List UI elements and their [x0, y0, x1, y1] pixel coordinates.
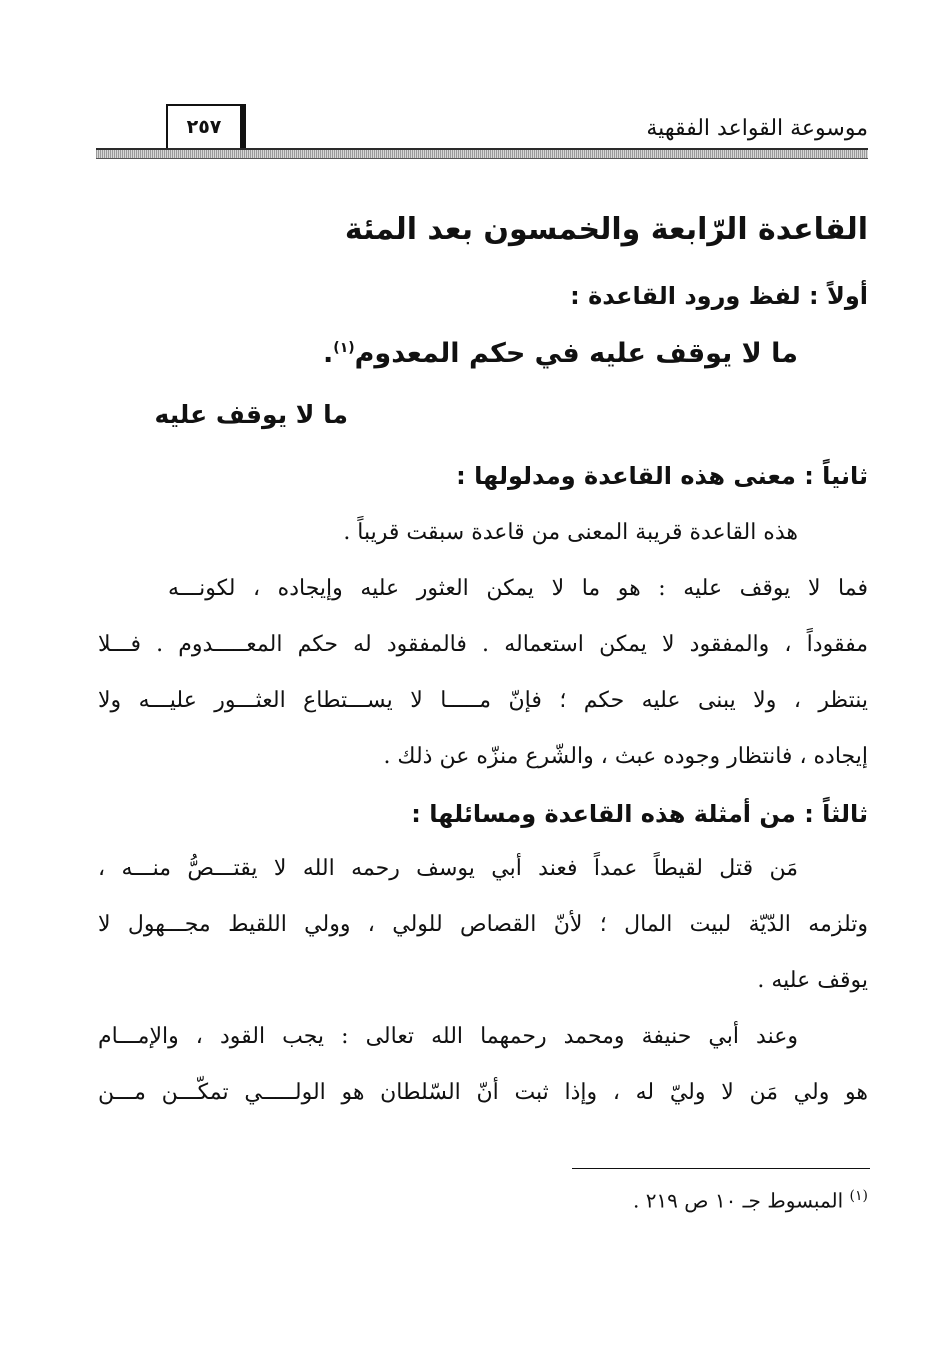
- paragraph-line: إيجاده ، فانتظار وجوده عبث ، والشّرع منزّه عن ذلك .: [383, 744, 868, 769]
- footnote-divider: [572, 1168, 870, 1169]
- paragraph-line: وتلزمه الدّيّة لبيت المال ؛ لأنّ القصاص للولي ، وولي اللقيط مجـــهول لا: [98, 912, 868, 937]
- page-number: ٢٥٧: [166, 104, 246, 150]
- footnote-ref: (١): [333, 340, 355, 356]
- section-heading-1: أولاً : لفظ ورود القاعدة :: [570, 282, 868, 310]
- rule-statement: [98, 338, 798, 369]
- page-header: [96, 104, 868, 160]
- header-divider: [96, 148, 868, 159]
- book-title: موسوعة القواعد الفقهية: [646, 116, 868, 141]
- paragraph-line: مَن قتل لقيطاً عمداً فعند أبي يوسف رحمه الله لا يقتـــصُّ منـــه ،: [98, 856, 798, 881]
- section-heading-2: ثانياً : معنى هذه القاعدة ومدلولها :: [456, 462, 868, 490]
- paragraph-line: ينتظر ، ولا يبنى عليه حكم ؛ فإنّ مـــــا لا يســـتطاع العثـــور عليـــه ولا: [98, 688, 868, 713]
- footnote: [633, 1188, 868, 1213]
- paragraph-line: هو ولي مَن لا وليّ له ، وإذا ثبت أنّ السّلطان هو الولـــــي تمكّـــن مـــن: [98, 1080, 868, 1105]
- rule-statement-text: ما لا يوقف عليه في حكم المعدوم: [354, 338, 798, 369]
- paragraph-line: هذه القاعدة قريبة المعنى من قاعدة سبقت قريباً .: [343, 520, 798, 545]
- paragraph-line: مفقوداً ، والمفقود لا يمكن استعماله . فالمفقود له حكم المعـــــدوم . فـــلا: [98, 632, 868, 657]
- rule-short-form: ما لا يوقف عليه: [154, 400, 348, 429]
- paragraph-line: وعند أبي حنيفة ومحمد رحمهما الله تعالى : يجب القود ، والإمـــام: [98, 1024, 798, 1049]
- paragraph-line: فما لا يوقف عليه : هو ما لا يمكن العثور عليه وإيجاده ، لكونـــه: [168, 576, 868, 601]
- section-heading-3: ثالثاً : من أمثلة هذه القاعدة ومسائلها :: [411, 800, 868, 828]
- rule-title: القاعدة الرّابعة والخمسون بعد المئة: [344, 212, 868, 247]
- rule-statement-end: .: [323, 338, 334, 369]
- paragraph-line: يوقف عليه .: [757, 968, 868, 993]
- footnote-text: المبسوط جـ ١٠ ص ٢١٩ .: [632, 1188, 844, 1213]
- footnote-marker: (١): [849, 1188, 868, 1204]
